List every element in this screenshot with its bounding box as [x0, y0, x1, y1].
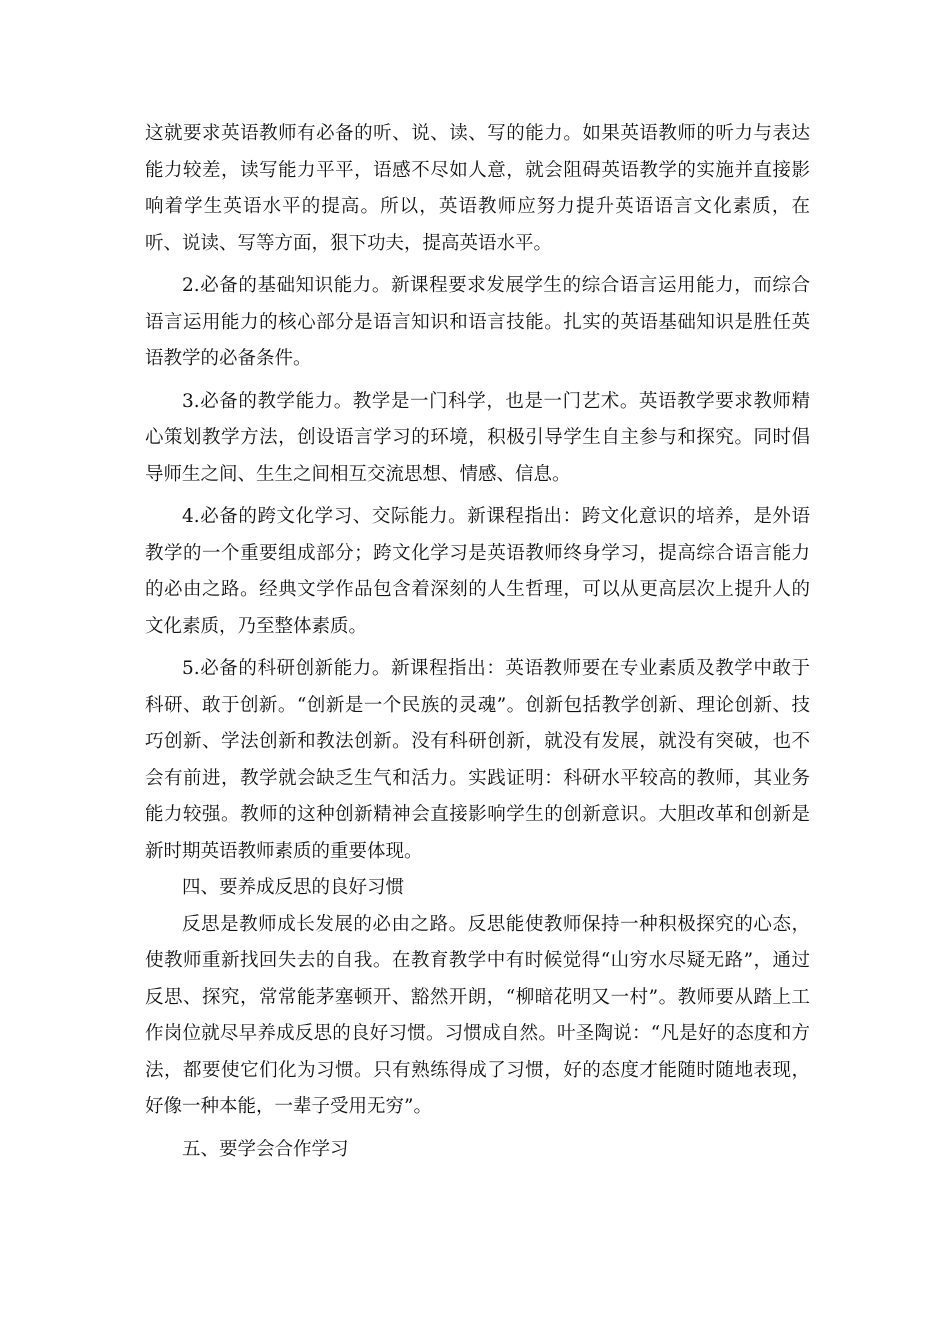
paragraph-teaching-ability: 3.必备的教学能力。教学是一门科学，也是一门艺术。英语教学要求教师精心策划教学方法，创设语言学习的环境，积极引导学生自主参与和探究。同时倡导师生之间、生生之间相互交流思想、情感、信息。 [145, 390, 810, 485]
paragraph-listening-speaking: 这就要求英语教师有必备的听、说、读、写的能力。如果英语教师的听力与表达能力较差，读写能力平平，语感不尽如人意，就会阻碍英语教学的实施并直接影响着学生英语水平的提高。所以，英语教师应努力提升英语语言文化素质，在听、说读、写等方面，狠下功夫，提高英语水平。 [145, 123, 810, 254]
section-heading-reflection: 四、要养成反思的良好习惯 [182, 877, 405, 898]
document-body [145, 116, 810, 1168]
paragraph-cross-cultural: 4.必备的跨文化学习、交际能力。新课程指出：跨文化意识的培养，是外语教学的一个重要组成部分；跨文化学习是英语教师终身学习，提高综合语言能力的必由之路。经典文学作品包含着深刻的人生哲理，可以从更高层次上提升人的文化素质，乃至整体素质。 [145, 506, 810, 637]
paragraph-research-innovation: 5.必备的科研创新能力。新课程指出：英语教师要在专业素质及教学中敢于科研、敢于创新。“创新是一个民族的灵魂”。创新包括教学创新、理论创新、技巧创新、学法创新和教法创新。没有科研创新，就没有发展，就没有突破，也不会有前进，教学就会缺乏生气和活力。实践证明：科研水平较高的教师，其业务能力较强。教师的这种创新精神会直接影响学生的创新意识。大胆改革和创新是新时期英语教师素质的重要体现。 [145, 658, 810, 862]
section-heading-cooperation: 五、要学会合作学习 [182, 1138, 349, 1160]
paragraph-reflection: 反思是教师成长发展的必由之路。反思能使教师保持一种积极探究的心态，使教师重新找回失去的自我。在教育教学中有时候觉得“山穷水尽疑无路”，通过反思、探究，常常能茅塞顿开、豁然开朗，“柳暗花明又一村”。教师要从踏上工作岗位就尽早养成反思的良好习惯。习惯成自然。叶圣陶说：“凡是好的态度和方法，都要使它们化为习惯。只有熟练得成了习惯，好的态度才能随时随地表现，好像一种本能，一辈子受用无穷”。 [145, 913, 810, 1117]
paragraph-basic-knowledge: 2.必备的基础知识能力。新课程要求发展学生的综合语言运用能力，而综合语言运用能力的核心部分是语言知识和语言技能。扎实的英语基础知识是胜任英语教学的必备条件。 [145, 275, 810, 369]
